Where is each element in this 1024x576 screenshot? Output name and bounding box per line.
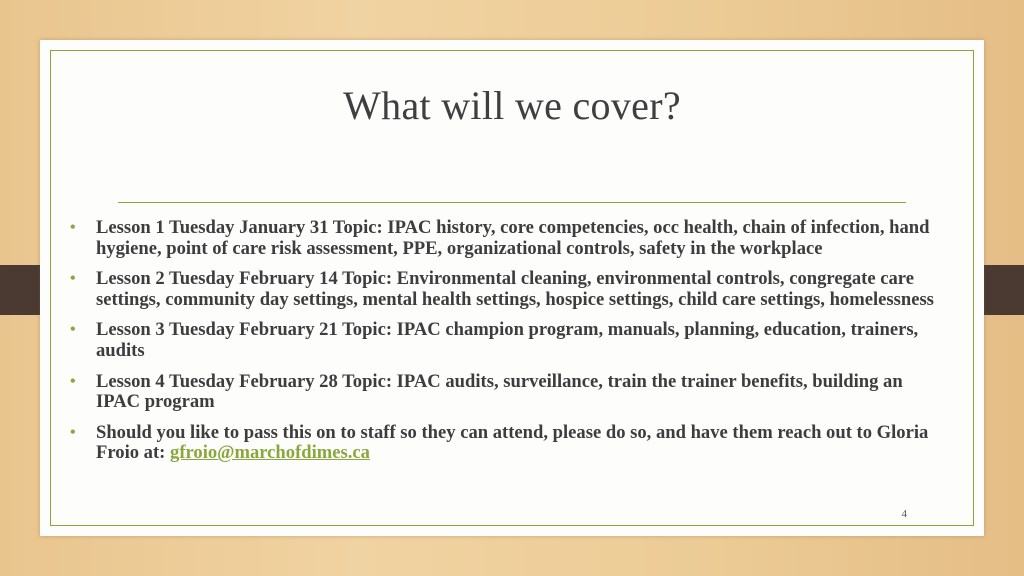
list-item-text: Lesson 3 Tuesday February 21 Topic: IPAC champion program, manuals, planning, education, trainers, audits: [96, 319, 919, 361]
bullet-icon: •: [70, 270, 76, 288]
list-item-lesson-1: [68, 218, 948, 259]
email-link[interactable]: gfroio@marchofdimes.ca: [170, 442, 370, 464]
slide-title: What will we cover?: [343, 83, 681, 128]
list-item-text: Lesson 4 Tuesday February 28 Topic: IPAC audits, surveillance, train the trainer benefits, building an IPAC program: [96, 370, 903, 413]
list-item-lesson-2: [68, 269, 948, 310]
list-item-text: Should you like to pass this on to staff so they can attend, please do so, and have them reach out to Gloria Froio at:: [96, 421, 929, 464]
list-item-text: Lesson 1 Tuesday January 31 Topic: IPAC history, core competencies, occ health, chain of infection, hand hygiene, point of care risk assessment, PPE, organizational controls, safety in the workplace: [96, 217, 930, 259]
slide: [40, 40, 984, 536]
list-item-lesson-3: [68, 320, 948, 361]
list-item-text: Lesson 2 Tuesday February 14 Topic: Environmental cleaning, environmental controls, congregate care settings, community day settings, mental health settings, hospice settings, child care settings, homelessness: [96, 268, 934, 310]
bullet-icon: •: [70, 219, 76, 236]
bullet-icon: •: [70, 321, 76, 339]
title-divider: [118, 202, 906, 203]
bullet-list: [68, 218, 948, 474]
bullet-icon: •: [70, 372, 76, 390]
page-number: 4: [901, 508, 907, 520]
list-item-lesson-4: [68, 372, 948, 413]
list-item-contact: [68, 423, 948, 464]
bullet-icon: •: [70, 423, 76, 441]
